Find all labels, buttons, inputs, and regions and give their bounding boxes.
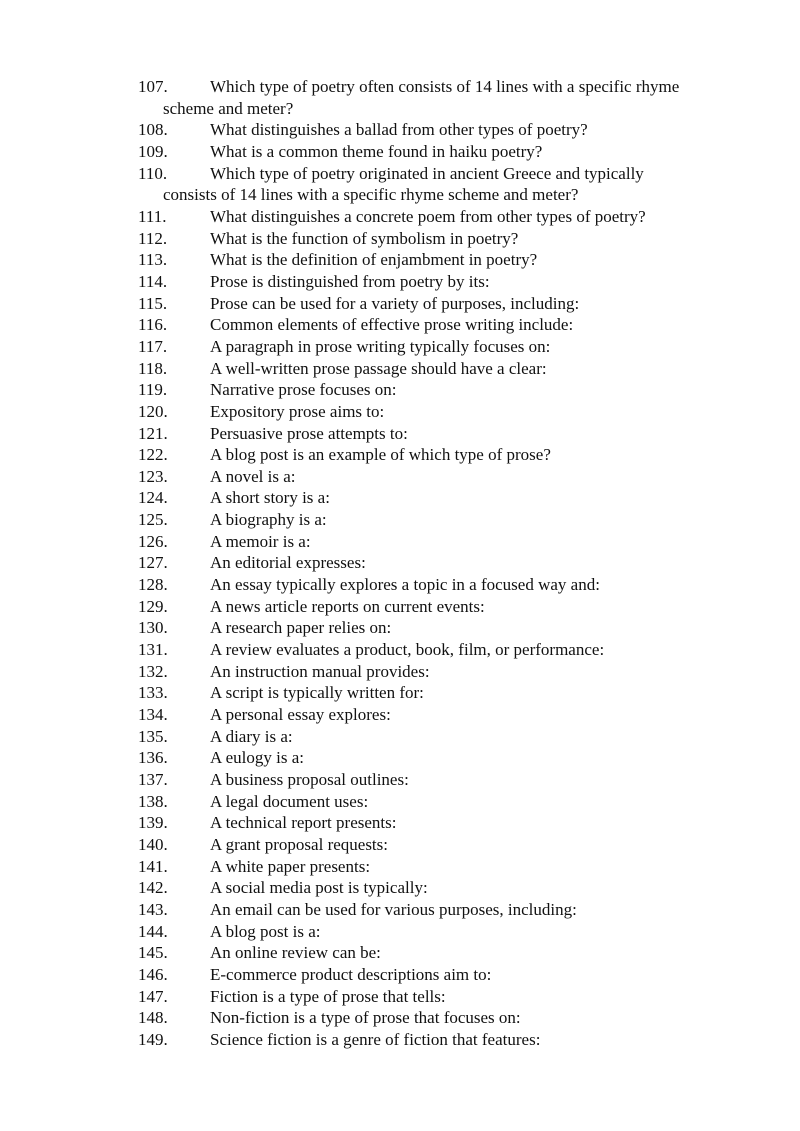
- question-item: [138, 769, 738, 791]
- question-item: [138, 661, 738, 683]
- question-item: [138, 271, 738, 293]
- question-item: [138, 444, 738, 466]
- question-text: A news article reports on current events:: [210, 596, 485, 616]
- question-number: 125.: [138, 510, 168, 530]
- question-item: [138, 141, 738, 163]
- question-text: A review evaluates a product, book, film, or performance:: [210, 640, 605, 660]
- question-number: 148.: [138, 1008, 168, 1028]
- question-number: 110.: [138, 163, 168, 183]
- question-text: Which type of poetry originated in ancient Greece and typically: [210, 163, 644, 183]
- question-item: [138, 531, 738, 553]
- question-text: What is a common theme found in haiku poetry?: [210, 141, 543, 161]
- question-text: Expository prose aims to:: [210, 401, 385, 421]
- question-number: 140.: [138, 834, 168, 854]
- question-text: Common elements of effective prose writing include:: [210, 315, 574, 335]
- question-item: [138, 942, 738, 964]
- question-text: A technical report presents:: [210, 813, 397, 833]
- question-text: An instruction manual provides:: [210, 661, 430, 681]
- question-item: [138, 1007, 738, 1029]
- question-item: [138, 986, 738, 1008]
- question-number: 143.: [138, 899, 168, 919]
- question-number: 107.: [138, 77, 168, 96]
- question-number: 145.: [138, 943, 168, 963]
- question-text: A research paper relies on:: [210, 618, 392, 638]
- question-item: [138, 639, 738, 661]
- question-number: 147.: [138, 986, 168, 1006]
- question-number: 119.: [138, 380, 168, 400]
- question-number: 133.: [138, 683, 168, 703]
- question-item: [138, 423, 738, 445]
- question-text: A business proposal outlines:: [210, 770, 409, 789]
- question-text-continuation: consists of 14 lines with a specific rhyme scheme and meter?: [163, 185, 579, 205]
- question-item: [138, 921, 738, 943]
- question-item: [138, 574, 738, 596]
- question-item: [138, 379, 738, 401]
- question-text: A short story is a:: [210, 488, 330, 508]
- question-item: [138, 466, 738, 488]
- question-number: 139.: [138, 813, 168, 833]
- question-number: 116.: [138, 315, 168, 335]
- question-item: [138, 856, 738, 878]
- question-text: Non-fiction is a type of prose that focuses on:: [210, 1008, 521, 1028]
- question-number: 120.: [138, 401, 168, 421]
- question-text: A paragraph in prose writing typically focuses on:: [210, 336, 551, 356]
- question-item: [138, 747, 738, 769]
- question-item: [138, 401, 738, 423]
- question-item: [138, 206, 738, 228]
- question-item: [138, 812, 738, 834]
- question-number: 109.: [138, 141, 168, 161]
- question-number: 137.: [138, 770, 168, 789]
- question-text: Persuasive prose attempts to:: [210, 423, 408, 443]
- question-number: 122.: [138, 445, 168, 465]
- question-item: [138, 1029, 738, 1051]
- question-item: [138, 596, 738, 618]
- question-item: [138, 899, 738, 921]
- question-text: A eulogy is a:: [210, 748, 304, 768]
- question-number: 128.: [138, 575, 168, 595]
- question-item: [138, 552, 738, 574]
- question-item: [138, 76, 738, 119]
- question-number: 118.: [138, 358, 168, 378]
- question-number: 130.: [138, 618, 168, 638]
- question-text: An essay typically explores a topic in a focused way and:: [210, 575, 600, 595]
- question-text: An online review can be:: [210, 943, 381, 963]
- question-text: Narrative prose focuses on:: [210, 380, 397, 400]
- question-text: E-commerce product descriptions aim to:: [210, 964, 492, 984]
- question-item: [138, 249, 738, 271]
- question-text: Prose is distinguished from poetry by its:: [210, 271, 490, 291]
- question-item: [138, 509, 738, 531]
- question-item: [138, 163, 738, 206]
- question-number: 136.: [138, 748, 168, 768]
- question-item: [138, 617, 738, 639]
- question-text: A personal essay explores:: [210, 705, 391, 725]
- question-number: 132.: [138, 661, 168, 681]
- question-number: 117.: [138, 336, 168, 356]
- question-item: [138, 358, 738, 380]
- question-text: Fiction is a type of prose that tells:: [210, 986, 446, 1006]
- question-number: 112.: [138, 228, 168, 248]
- question-text-continuation: scheme and meter?: [163, 98, 294, 118]
- question-item: [138, 228, 738, 250]
- question-number: 149.: [138, 1029, 168, 1049]
- question-item: [138, 704, 738, 726]
- question-number: 113.: [138, 250, 168, 270]
- question-text: A grant proposal requests:: [210, 834, 388, 854]
- question-item: [138, 791, 738, 813]
- question-text: What distinguishes a concrete poem from other types of poetry?: [210, 206, 646, 226]
- question-number: 114.: [138, 271, 168, 291]
- question-list: [138, 76, 738, 1051]
- question-number: 111.: [138, 206, 167, 226]
- question-number: 141.: [138, 856, 168, 876]
- question-item: [138, 964, 738, 986]
- question-text: Science fiction is a genre of fiction that features:: [210, 1029, 541, 1049]
- question-number: 138.: [138, 791, 168, 811]
- question-number: 142.: [138, 878, 168, 898]
- question-text: A script is typically written for:: [210, 683, 424, 703]
- question-text: An editorial expresses:: [210, 553, 366, 573]
- question-number: 129.: [138, 596, 168, 616]
- question-text: What is the function of symbolism in poetry?: [210, 228, 519, 248]
- question-number: 127.: [138, 553, 168, 573]
- question-text: A social media post is typically:: [210, 878, 428, 898]
- question-number: 115.: [138, 293, 168, 313]
- question-text: A biography is a:: [210, 510, 327, 530]
- question-number: 146.: [138, 964, 168, 984]
- question-text: A legal document uses:: [210, 791, 369, 811]
- question-item: [138, 336, 738, 358]
- question-text: What is the definition of enjambment in poetry?: [210, 250, 538, 270]
- question-item: [138, 726, 738, 748]
- question-text: Prose can be used for a variety of purposes, including:: [210, 293, 580, 313]
- question-number: 121.: [138, 423, 168, 443]
- question-item: [138, 682, 738, 704]
- question-item: [138, 119, 738, 141]
- question-text: An email can be used for various purposes, including:: [210, 899, 577, 919]
- question-number: 126.: [138, 531, 168, 551]
- question-number: 124.: [138, 488, 168, 508]
- question-text: A memoir is a:: [210, 531, 311, 551]
- question-text: A white paper presents:: [210, 856, 371, 876]
- question-item: [138, 293, 738, 315]
- question-number: 144.: [138, 921, 168, 941]
- question-text: Which type of poetry often consists of 14 lines with a specific rhyme: [210, 77, 680, 96]
- question-number: 131.: [138, 640, 168, 660]
- question-text: A blog post is an example of which type of prose?: [210, 445, 551, 465]
- question-text: A novel is a:: [210, 466, 296, 486]
- question-item: [138, 877, 738, 899]
- question-text: A blog post is a:: [210, 921, 321, 941]
- question-text: A diary is a:: [210, 726, 293, 746]
- question-number: 108.: [138, 120, 168, 140]
- question-text: What distinguishes a ballad from other types of poetry?: [210, 120, 588, 140]
- question-item: [138, 487, 738, 509]
- question-number: 123.: [138, 466, 168, 486]
- question-text: A well-written prose passage should have a clear:: [210, 358, 547, 378]
- question-number: 135.: [138, 726, 168, 746]
- question-number: 134.: [138, 705, 168, 725]
- question-item: [138, 314, 738, 336]
- question-item: [138, 834, 738, 856]
